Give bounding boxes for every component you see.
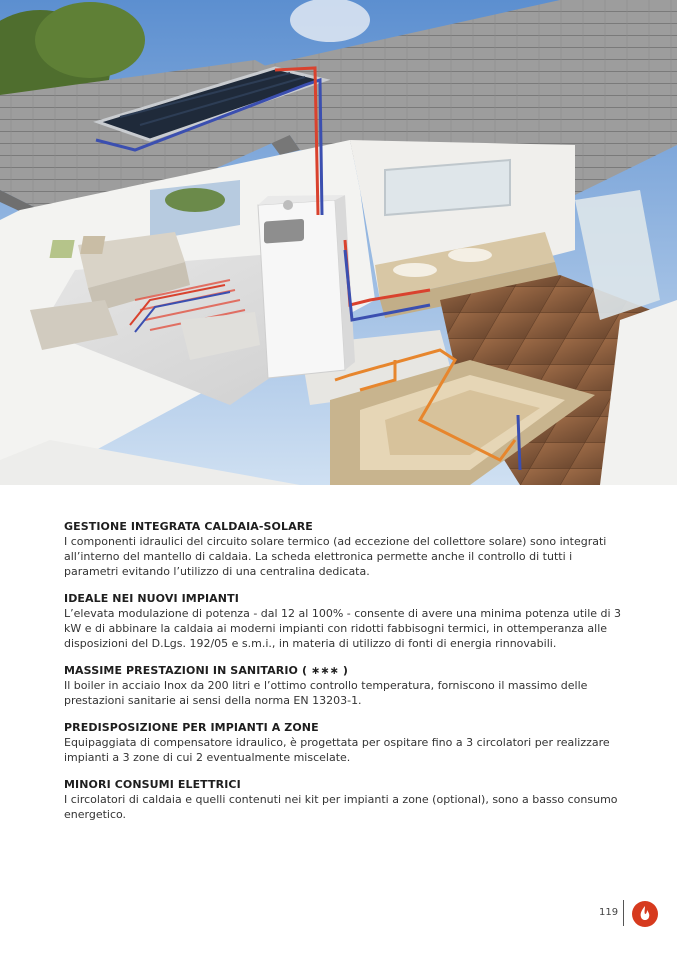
text-content	[64, 519, 624, 834]
section-title: IDEALE NEI NUOVI IMPIANTI	[64, 592, 239, 605]
section-massime-prestazioni	[64, 663, 624, 708]
section-title: MASSIME PRESTAZIONI IN SANITARIO ( ∗∗∗ )	[64, 664, 349, 677]
footer-divider	[623, 900, 624, 926]
section-ideale-nuovi-impianti	[64, 591, 624, 651]
page-number: 119	[599, 907, 619, 918]
flame-logo-icon	[631, 900, 659, 928]
section-gestione-integrata	[64, 519, 624, 579]
section-minori-consumi	[64, 777, 624, 822]
section-title: MINORI CONSUMI ELETTRICI	[64, 778, 241, 791]
section-body: L’elevata modulazione di potenza - dal 12 al 100% - consente di avere una minima potenza utile di 3 kW e di abbinare la caldaia ai moderni impianti con ridotti fabbisogni termici, in ottemperanza alle disposizioni del D.Lgs. 192/05 e s.m.i., in materia di utilizzo di fonti di energia rinnovabili.	[64, 607, 622, 650]
section-title: PREDISPOSIZIONE PER IMPIANTI A ZONE	[64, 721, 319, 734]
section-body: Equipaggiata di compensatore idraulico, è progettata per ospitare fino a 3 circolatori per realizzare impianti a 3 zone di cui 2 eventualmente miscelate.	[64, 736, 610, 764]
section-predisposizione-zone	[64, 720, 624, 765]
section-body: I circolatori di caldaia e quelli contenuti nei kit per impianti a zone (optional), sono a basso consumo energetico.	[64, 793, 618, 821]
section-body: Il boiler in acciaio Inox da 200 litri e l’ottimo controllo temperatura, forniscono il massimo delle prestazioni sanitarie ai sensi della norma EN 13203-1.	[64, 679, 588, 707]
section-title: GESTIONE INTEGRATA CALDAIA-SOLARE	[64, 520, 313, 533]
section-body: I componenti idraulici del circuito solare termico (ad eccezione del collettore solare) sono integrati all’interno del mantello di caldaia. La scheda elettronica permette anche il controllo di tutti i parametri evitando l’utilizzo di una centralina dedicata.	[64, 535, 607, 578]
